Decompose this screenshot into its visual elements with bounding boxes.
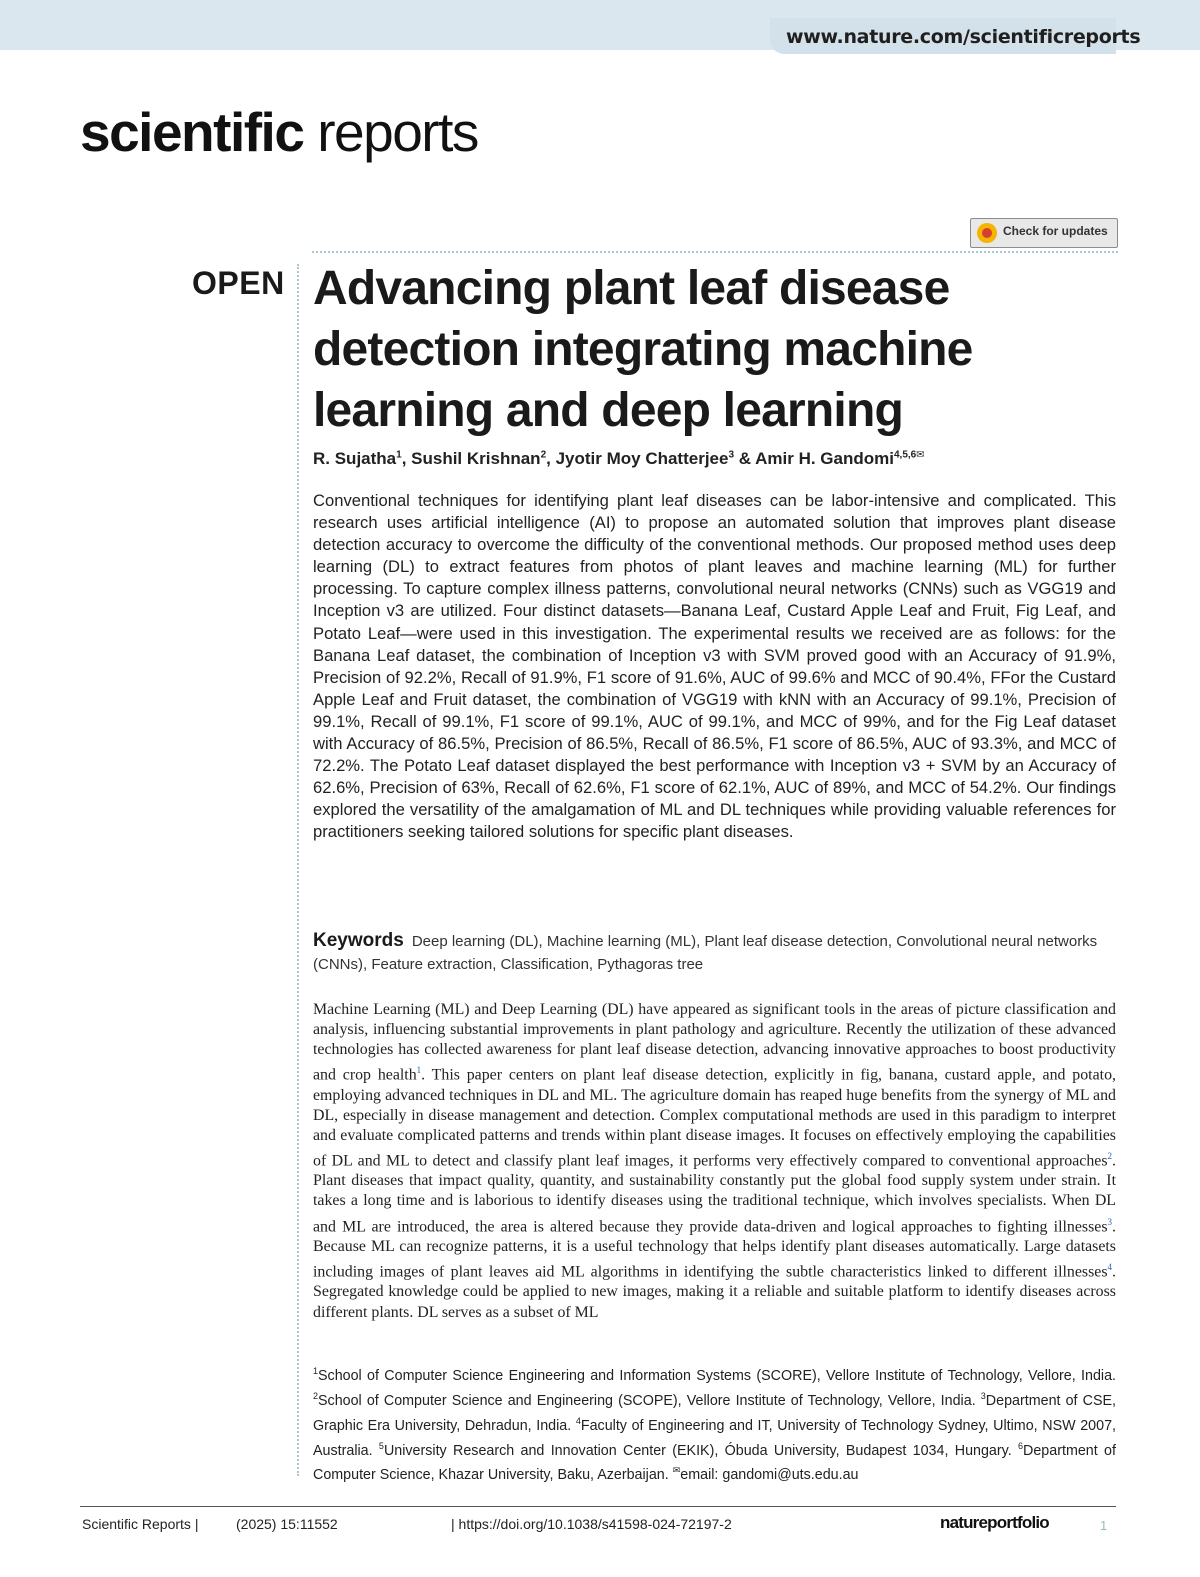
citation-ref[interactable]: 1 <box>416 1065 422 1076</box>
body-text: Machine Learning (ML) and Deep Learning (DL) have appeared as significant tools in the areas of picture classification and analysis, influencing substantial improvements in plant pathology and agriculture. Recently the utilization of these advanced technologies has collected awareness for plant leaf disease detection, advancing innovative approaches to boost productivity and crop health$^1$. This paper centers on plant leaf disease detection, explicitly in fig, banana, custard apple, and potato, employing advanced techniques in DL and ML. The agriculture domain has reaped huge benefits from the synergy of ML and DL, especially in disease management and detection. Complex computational methods are used in this paradigm to interpret and evaluate complicated patterns and trends within plant disease images. It focuses on effectively employing the capabilities of DL and ML to detect and classify plant leaf images, it performs very effectively compared to conventional approaches$^2$. Plant diseases that impact quality, quantity, and sustainability constantly put the global food supply system under strain. It takes a long time and is laborious to identify diseases using the traditional technique, which involves specialists. When DL and ML are introduced, the area is altered because they provide data-driven and logical approaches to fighting illnesses$^3$. Because ML can recognize patterns, it is a useful technology that helps identify plant diseases automatically. Large datasets including images of plant leaves aid ML algorithms in identifying the subtle characteristics linked to different illnesses$^4$. Segregated knowledge could be applied to new images, making it a reliable and suitable platform to identify diseases across different plants. DL serves as a subset of ML <box>313 1001 1116 1321</box>
corresponding-author-icon[interactable]: ✉ <box>916 449 925 461</box>
journal-logo-bold: scientific <box>80 101 304 163</box>
footer-journal: Scientific Reports | <box>82 1516 199 1532</box>
journal-url-tab[interactable] <box>770 18 1141 54</box>
author-name[interactable]: Amir H. Gandomi <box>755 449 894 468</box>
check-for-updates-button[interactable] <box>970 218 1118 248</box>
author-name[interactable]: R. Sujatha <box>313 449 397 468</box>
corresponding-email[interactable]: email: gandomi@uts.edu.au <box>680 1467 859 1484</box>
journal-url[interactable]: www.nature.com/scientificreports <box>786 26 1141 48</box>
author-affiliation-ref[interactable]: 2 <box>540 449 547 461</box>
author-affiliation-ref[interactable]: 3 <box>728 449 735 461</box>
keywords-list: Deep learning (DL), Machine learning (ML), Plant leaf disease detection, Convolutional neural networks (CNNs), Feature extraction, Classification, Pythagoras tree <box>313 933 1098 973</box>
journal-logo-light: reports <box>317 101 478 163</box>
affiliation-number: 4 <box>575 1415 581 1426</box>
citation-ref[interactable]: 4 <box>1107 1262 1113 1273</box>
affiliation-number: 2 <box>313 1390 319 1401</box>
citation-ref[interactable]: 2 <box>1107 1150 1113 1161</box>
footer-rule <box>80 1506 1116 1507</box>
keywords-label: Keywords <box>313 930 404 951</box>
affiliation-text: Department of Computer Science, Khazar University, Baku, Azerbaijan. <box>313 1442 1116 1484</box>
affiliation-text: Department of CSE, Graphic Era University, Dehradun, India. <box>313 1392 1117 1434</box>
header-dotted-rule <box>312 251 1118 253</box>
affiliation-number: 6 <box>1018 1440 1024 1451</box>
author-affiliation-ref[interactable]: 1 <box>396 449 402 461</box>
affiliations <box>313 1361 1116 1485</box>
author-name[interactable]: Sushil Krishnan <box>411 449 541 468</box>
affiliation-text: Faculty of Engineering and IT, University of Technology Sydney, Ultimo, NSW 2007, Australia. <box>313 1417 1116 1459</box>
email-icon: ✉ <box>672 1465 681 1476</box>
open-access-label: OPEN <box>192 265 285 301</box>
journal-logo <box>80 100 478 164</box>
affiliation-text: School of Computer Science Engineering and Information Systems (SCORE), Vellore Institute of Technology, Vellore, India. <box>318 1367 1116 1384</box>
affiliation-number: 3 <box>980 1390 986 1401</box>
author-name[interactable]: Jyotir Moy Chatterjee <box>555 449 729 468</box>
nature-portfolio-logo: natureportfolio <box>940 1513 1049 1532</box>
footer-volume: (2025) 15:11552 <box>236 1516 338 1532</box>
abstract: Conventional techniques for identifying plant leaf diseases can be labor-intensive and complicated. This research uses artificial intelligence (AI) to propose an automated solution that improves plant disease detection accuracy to overcome the difficulty of the conventional methods. Our proposed method uses deep learning (DL) to extract features from photos of plant leaves and machine learning (ML) for further processing. To capture complex illness patterns, convolutional neural networks (CNNs) such as VGG19 and Inception v3 are utilized. Four distinct datasets—Banana Leaf, Custard Apple Leaf and Fruit, Fig Leaf, and Potato Leaf—were used in this investigation. The experimental results we received are as follows: for the Banana Leaf dataset, the combination of Inception v3 with SVM proved good with an Accuracy of 91.9%, Precision of 92.2%, Recall of 91.9%, F1 score of 91.6%, AUC of 99.6% and MCC of 90.4%, FFor the Custard Apple Leaf and Fruit dataset, the combination of VGG19 with kNN with an Accuracy of 99.1%, Precision of 99.1%, Recall of 99.1%, F1 score of 99.1%, AUC of 99.1%, and MCC of 99%, and for the Fig Leaf dataset with Accuracy of 86.5%, Precision of 86.5%, Recall of 86.5%, F1 score of 86.5%, AUC of 93.3%, and MCC of 72.2%. The Potato Leaf dataset displayed the best performance with Inception v3 + SVM by an Accuracy of 62.6%, Precision of 63%, Recall of 62.6%, F1 score of 62.1%, AUC of 89%, and MCC of 54.2%. Our findings explored the versatility of the amalgamation of ML and DL techniques while providing valuable references for practitioners seeking tailored solutions for specific plant diseases. <box>313 491 1116 842</box>
page-number: 1 <box>1100 1518 1108 1533</box>
affiliation-text: University Research and Innovation Center (EKIK), Óbuda University, Budapest 1034, Hungary. <box>383 1442 1019 1459</box>
article-title: Advancing plant leaf disease detection integrating machine learning and deep learning <box>313 262 973 437</box>
author-affiliation-ref[interactable]: 4,5,6 <box>893 449 917 461</box>
crossmark-icon <box>977 223 997 243</box>
check-for-updates-label: Check for updates <box>1003 224 1108 238</box>
affiliation-text: School of Computer Science and Engineering (SCOPE), Vellore Institute of Technology, Vellore, India. <box>318 1392 981 1409</box>
citation-ref[interactable]: 3 <box>1107 1216 1113 1227</box>
affiliation-number: 5 <box>378 1440 384 1451</box>
keywords <box>313 929 1113 976</box>
author-list: R. Sujatha$^1$, Sushil Krishnan$^2$, Jyotir Moy Chatterjee$^3$ & Amir H. Gandomi$^{4,5,6✉}$ <box>313 449 925 468</box>
margin-dotted-rule <box>297 264 299 1476</box>
footer-doi-link[interactable]: | https://doi.org/10.1038/s41598-024-72197-2 <box>451 1516 732 1532</box>
affiliation-number: 1 <box>313 1366 319 1376</box>
